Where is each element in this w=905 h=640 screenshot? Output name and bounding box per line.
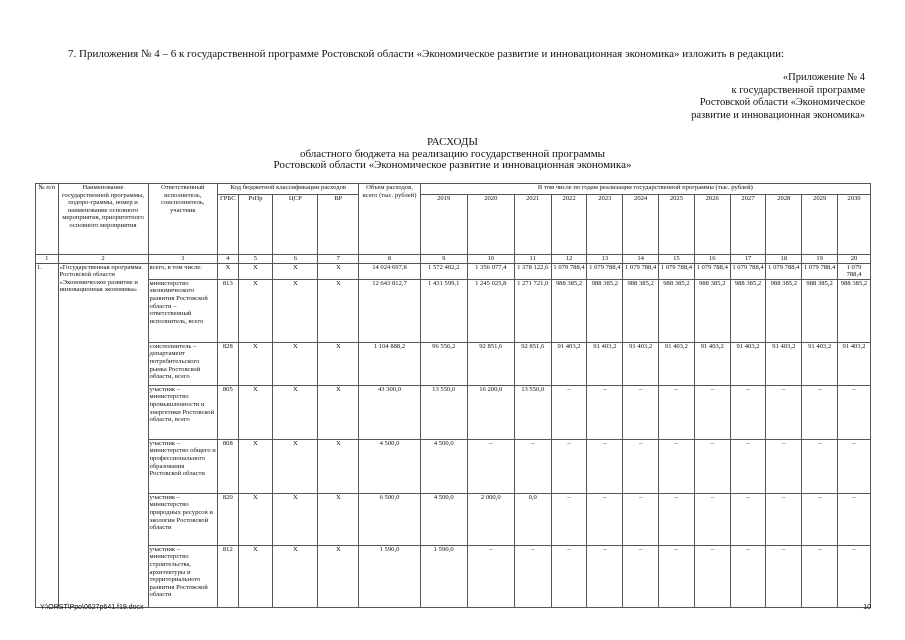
year-value-cell: – [838,493,871,545]
year-value-cell: 1 079 788,4 [730,263,766,279]
executor-cell: участник – министерство природных ресурсов и экологии Ростовской области [148,493,218,545]
rzpr-cell: X [238,279,273,342]
year-value-cell: 1 079 788,4 [802,263,838,279]
column-number: 20 [838,255,871,264]
page-number: 10 [863,604,871,611]
rzpr-cell: X [238,493,273,545]
header-year: 2025 [659,195,695,255]
csr-cell: X [273,279,318,342]
csr-cell: X [273,342,318,385]
year-value-cell: – [551,385,587,439]
table-row [36,385,871,439]
header-year: 2020 [467,195,514,255]
program-name: «Государственная программа Ростовской области «Экономическое развитие и инновационная экономика» [58,263,148,607]
year-value-cell: 1 590,0 [420,545,467,607]
year-value-cell: 13 550,0 [420,385,467,439]
rzpr-cell: X [238,545,273,607]
table-row [36,545,871,607]
document-title [0,137,905,172]
year-value-cell: – [623,385,659,439]
header-num: № п/п [36,184,59,255]
year-value-cell: – [802,545,838,607]
year-value-cell: – [766,545,802,607]
year-value-cell: – [802,385,838,439]
year-value-cell: – [467,545,514,607]
year-value-cell: – [623,545,659,607]
header-name: Наименование государственной программы, подпро-граммы, номер и наименование основного мероприятия, приоритетного основного мероприятия [58,184,148,255]
year-value-cell: – [766,385,802,439]
year-value-cell: – [467,439,514,493]
column-number: 16 [694,255,730,264]
year-value-cell: – [802,439,838,493]
year-value-cell: 13 550,0 [514,385,551,439]
grbs-cell: 820 [218,493,238,545]
header-year: 2029 [802,195,838,255]
grbs-cell: 812 [218,545,238,607]
header-years-group: В том числе по годам реализации государственной программы (тыс. рублей) [420,184,870,195]
vr-cell: X [318,263,359,279]
header-year: 2019 [420,195,467,255]
year-value-cell: 92 851,6 [467,342,514,385]
year-value-cell: – [659,385,695,439]
year-value-cell: – [659,545,695,607]
volume-cell: 12 643 812,7 [359,279,420,342]
year-value-cell: 91 403,2 [551,342,587,385]
program-number: 1. [36,263,59,607]
column-number: 12 [551,255,587,264]
year-value-cell: 91 403,2 [694,342,730,385]
year-value-cell: 1 079 788,4 [766,263,802,279]
executor-cell: участник – министерство общего и профессионального образования Ростовской области [148,439,218,493]
vr-cell: X [318,342,359,385]
expenses-table [35,183,871,608]
year-value-cell: 0,0 [514,493,551,545]
year-value-cell: – [730,545,766,607]
year-value-cell: – [838,439,871,493]
header-code-group: Код бюджетной классификации расходов [218,184,359,195]
table-row [36,263,871,279]
grbs-cell: X [218,263,238,279]
volume-cell: 1 590,0 [359,545,420,607]
column-number: 8 [359,255,420,264]
column-number: 3 [148,255,218,264]
year-value-cell: 1 079 788,4 [551,263,587,279]
grbs-cell: 805 [218,385,238,439]
volume-cell: 1 104 888,2 [359,342,420,385]
header-csr: ЦСР [273,195,318,255]
column-number: 19 [802,255,838,264]
appendix-line: к государственной программе [731,84,865,96]
year-value-cell: 988 385,2 [623,279,659,342]
csr-cell: X [273,439,318,493]
header-year: 2024 [623,195,659,255]
year-value-cell: – [694,493,730,545]
year-value-cell: – [838,385,871,439]
volume-cell: 14 024 697,8 [359,263,420,279]
year-value-cell: – [659,493,695,545]
year-value-cell: 1 245 025,8 [467,279,514,342]
vr-cell: X [318,493,359,545]
header-year: 2030 [838,195,871,255]
column-number: 13 [587,255,623,264]
year-value-cell: 1 356 077,4 [467,263,514,279]
year-value-cell: – [551,439,587,493]
grbs-cell: 808 [218,439,238,493]
year-value-cell: 988 385,2 [766,279,802,342]
year-value-cell: 1 378 122,6 [514,263,551,279]
column-number: 17 [730,255,766,264]
year-value-cell: 988 385,2 [838,279,871,342]
year-value-cell: 988 385,2 [802,279,838,342]
year-value-cell: – [587,385,623,439]
year-value-cell: – [694,385,730,439]
title-line: РАСХОДЫ [426,136,479,148]
header-rzpr: РзПр [238,195,273,255]
rzpr-cell: X [238,263,273,279]
column-number: 11 [514,255,551,264]
executor-cell: участник – министерство строительства, архитектуры и территориального развития Ростовской области [148,545,218,607]
column-number: 6 [273,255,318,264]
year-value-cell: – [551,493,587,545]
header-exec: Ответственный исполнитель, соисполнитель, участник [148,184,218,255]
table-row [36,439,871,493]
executor-cell: министерство экономического развития Ростовской области – ответственный исполнитель, всего [148,279,218,342]
year-value-cell: 1 079 788,4 [694,263,730,279]
year-value-cell: 1 271 721,0 [514,279,551,342]
column-number: 5 [238,255,273,264]
table-row [36,342,871,385]
year-value-cell: – [730,385,766,439]
header-year: 2027 [730,195,766,255]
year-value-cell: – [623,493,659,545]
year-value-cell: – [587,493,623,545]
year-value-cell: 91 403,2 [623,342,659,385]
year-value-cell: – [514,439,551,493]
column-number: 14 [623,255,659,264]
year-value-cell: 1 572 402,2 [420,263,467,279]
vr-cell: X [318,439,359,493]
year-value-cell: 988 385,2 [730,279,766,342]
column-number: 10 [467,255,514,264]
year-value-cell: – [694,545,730,607]
year-value-cell: – [838,545,871,607]
grbs-cell: 813 [218,279,238,342]
vr-cell: X [318,279,359,342]
year-value-cell: – [730,439,766,493]
column-number: 7 [318,255,359,264]
year-value-cell: 988 385,2 [659,279,695,342]
column-number: 4 [218,255,238,264]
year-value-cell: 4 500,0 [420,439,467,493]
header-year: 2028 [766,195,802,255]
csr-cell: X [273,385,318,439]
year-value-cell: 1 079 788,4 [838,263,871,279]
header-year: 2026 [694,195,730,255]
column-number: 1 [36,255,59,264]
header-volume: Объем расходов, всего (тыс. рублей) [359,184,420,255]
year-value-cell: – [730,493,766,545]
column-number: 2 [58,255,148,264]
csr-cell: X [273,263,318,279]
vr-cell: X [318,385,359,439]
year-value-cell: 91 403,2 [838,342,871,385]
year-value-cell: 91 403,2 [802,342,838,385]
title-line: Ростовской области «Экономическое развитие и инновационная экономика» [273,159,632,171]
year-value-cell: 1 079 788,4 [587,263,623,279]
year-value-cell: 2 000,0 [467,493,514,545]
year-value-cell: 96 556,2 [420,342,467,385]
year-value-cell: 1 431 599,1 [420,279,467,342]
rzpr-cell: X [238,342,273,385]
appendix-line: развитие и инновационная экономика» [691,109,865,121]
header-year: 2021 [514,195,551,255]
year-value-cell: – [766,439,802,493]
year-value-cell: 988 385,2 [694,279,730,342]
year-value-cell: – [587,545,623,607]
table-row [36,493,871,545]
year-value-cell: – [587,439,623,493]
year-value-cell: 4 500,0 [420,493,467,545]
year-value-cell: 91 403,2 [730,342,766,385]
file-path: Y:\ORST\Ppo\0627p641.f19.docx [40,604,144,611]
executor-cell: всего, в том числе: [148,263,218,279]
column-number: 18 [766,255,802,264]
year-value-cell: 91 403,2 [766,342,802,385]
column-number: 9 [420,255,467,264]
header-vr: ВР [318,195,359,255]
year-value-cell: 91 403,2 [659,342,695,385]
rzpr-cell: X [238,385,273,439]
executor-cell: участник – министерство промышленности и энергетики Ростовской области, всего [148,385,218,439]
volume-cell: 4 500,0 [359,439,420,493]
executor-cell: соисполнитель – департамент потребительского рынка Ростовской области, всего [148,342,218,385]
grbs-cell: 828 [218,342,238,385]
year-value-cell: 16 200,0 [467,385,514,439]
volume-cell: 6 500,0 [359,493,420,545]
header-year: 2022 [551,195,587,255]
year-value-cell: – [623,439,659,493]
year-value-cell: – [766,493,802,545]
header-year: 2023 [587,195,623,255]
table-row [36,279,871,342]
year-value-cell: 91 403,2 [587,342,623,385]
year-value-cell: 92 851,6 [514,342,551,385]
appendix-heading [691,72,865,122]
rzpr-cell: X [238,439,273,493]
vr-cell: X [318,545,359,607]
csr-cell: X [273,545,318,607]
year-value-cell: 988 385,2 [587,279,623,342]
column-number: 15 [659,255,695,264]
intro-text: 7. Приложения № 4 – 6 к государственной программе Ростовской области «Экономическое развитие и инновационная экономика» изложить в редакции: [68,48,785,60]
title-line: областного бюджета на реализацию государственной программы [299,147,606,160]
header-grbs: ГРБС [218,195,238,255]
appendix-line: Ростовской области «Экономическое [699,97,865,108]
year-value-cell: 1 079 788,4 [623,263,659,279]
year-value-cell: – [659,439,695,493]
year-value-cell: 988 385,2 [551,279,587,342]
year-value-cell: – [802,493,838,545]
year-value-cell: 1 079 788,4 [659,263,695,279]
appendix-line: «Приложение № 4 [782,72,865,83]
year-value-cell: – [694,439,730,493]
year-value-cell: – [514,545,551,607]
csr-cell: X [273,493,318,545]
year-value-cell: – [551,545,587,607]
volume-cell: 43 300,0 [359,385,420,439]
